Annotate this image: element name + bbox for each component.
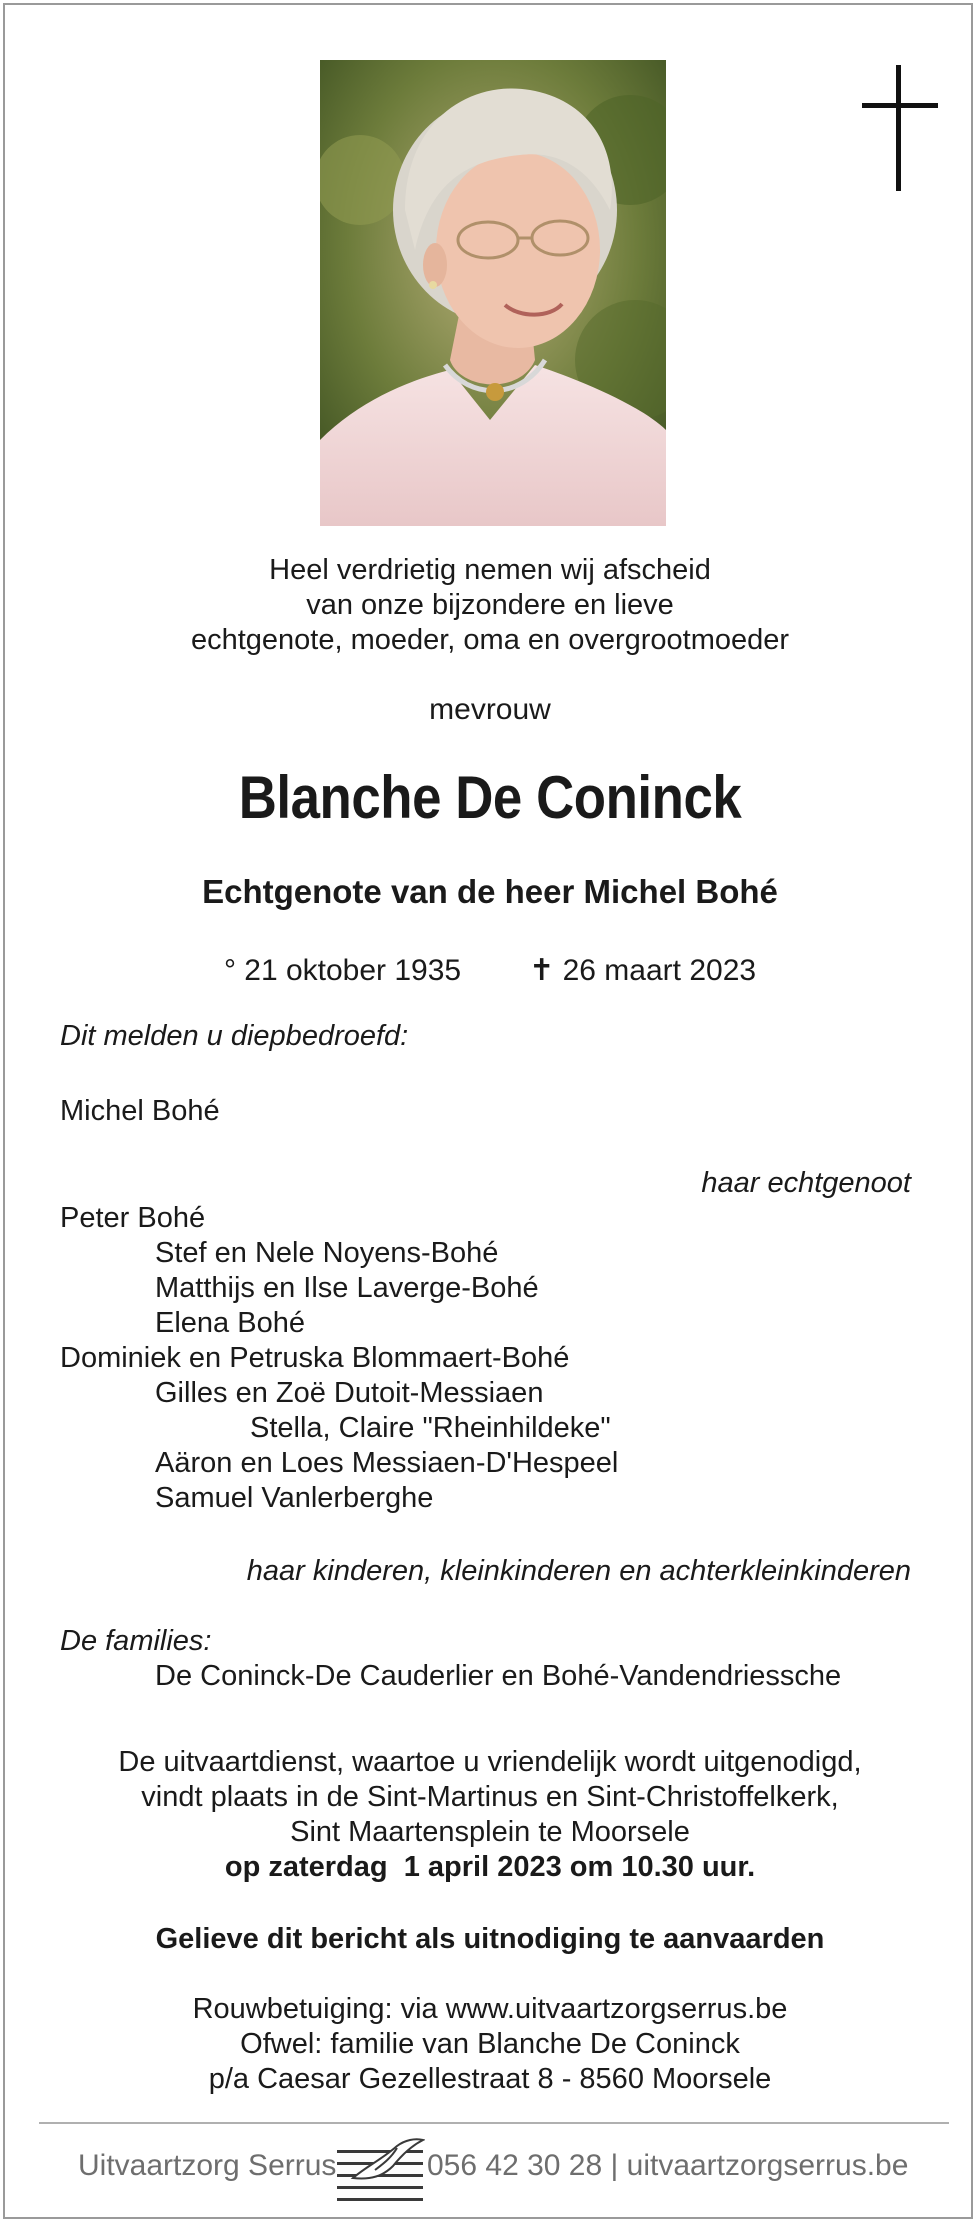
portrait-illustration (320, 60, 666, 526)
life-dates (5, 953, 975, 988)
condolence-line-3: p/a Caesar Gezellestraat 8 - 8560 Moorsele (208, 2063, 772, 2095)
footer-company: Uitvaartzorg Serrus (78, 2149, 337, 2182)
condolence-info (5, 1992, 975, 2097)
family-item: Dominiek en Petruska Blommaert-Bohé (60, 1342, 570, 1374)
families-heading: De families: (60, 1625, 212, 1657)
children-relation: haar kinderen, kleinkinderen en achterkleinkinderen (246, 1555, 911, 1587)
announce-heading: Dit melden u diepbedroefd: (60, 1020, 409, 1052)
deceased-name: Blanche De Coninck (238, 764, 742, 831)
families-names: De Coninck-De Cauderlier en Bohé-Vandendriessche (155, 1660, 842, 1692)
intro-line-2: van onze bijzondere en lieve (306, 589, 674, 621)
service-line-3: Sint Maartensplein te Moorsele (290, 1816, 690, 1848)
service-line-2: vindt plaats in de Sint-Martinus en Sint-Christoffelkerk, (141, 1781, 839, 1813)
bird-logo-icon (335, 2136, 425, 2208)
invitation-note: Gelieve dit bericht als uitnodiging te aanvaarden (155, 1923, 825, 1955)
husband-relation: haar echtgenoot (701, 1167, 911, 1199)
obituary-card (3, 3, 973, 2219)
family-item: Samuel Vanlerberghe (155, 1482, 434, 1514)
service-date: op zaterdag 1 april 2023 om 10.30 uur. (224, 1851, 756, 1883)
condolence-line-1: Rouwbetuiging: via www.uitvaartzorgserrus.be (192, 1993, 788, 2025)
family-item: Elena Bohé (155, 1307, 305, 1339)
cross-icon (862, 65, 938, 191)
birth-date: ° 21 oktober 1935 (223, 954, 462, 987)
family-item: Stef en Nele Noyens-Bohé (155, 1237, 499, 1269)
intro-text (5, 553, 975, 658)
family-item: Stella, Claire "Rheinhildeke" (250, 1412, 611, 1444)
husband-name: Michel Bohé (60, 1095, 220, 1127)
intro-line-3: echtgenote, moeder, oma en overgrootmoeder (190, 624, 790, 656)
family-item: Matthijs en Ilse Laverge-Bohé (155, 1272, 539, 1304)
intro-line-1: Heel verdrietig nemen wij afscheid (269, 554, 711, 586)
footer-divider (39, 2122, 949, 2124)
condolence-line-2: Ofwel: familie van Blanche De Coninck (240, 2028, 740, 2060)
footer-contact: 056 42 30 28 | uitvaartzorgserrus.be (427, 2149, 909, 2182)
family-item: Gilles en Zoë Dutoit-Messiaen (155, 1377, 544, 1409)
family-item: Peter Bohé (60, 1202, 206, 1234)
title-prefix: mevrouw (429, 693, 551, 726)
service-info (5, 1745, 975, 1885)
family-item: Aäron en Loes Messiaen-D'Hespeel (155, 1447, 619, 1479)
portrait-photo (320, 60, 666, 526)
service-line-1: De uitvaartdienst, waartoe u vriendelijk wordt uitgenodigd, (118, 1746, 862, 1778)
death-date: ✝ 26 maart 2023 (529, 954, 757, 987)
spouse-line: Echtgenote van de heer Michel Bohé (202, 873, 778, 910)
